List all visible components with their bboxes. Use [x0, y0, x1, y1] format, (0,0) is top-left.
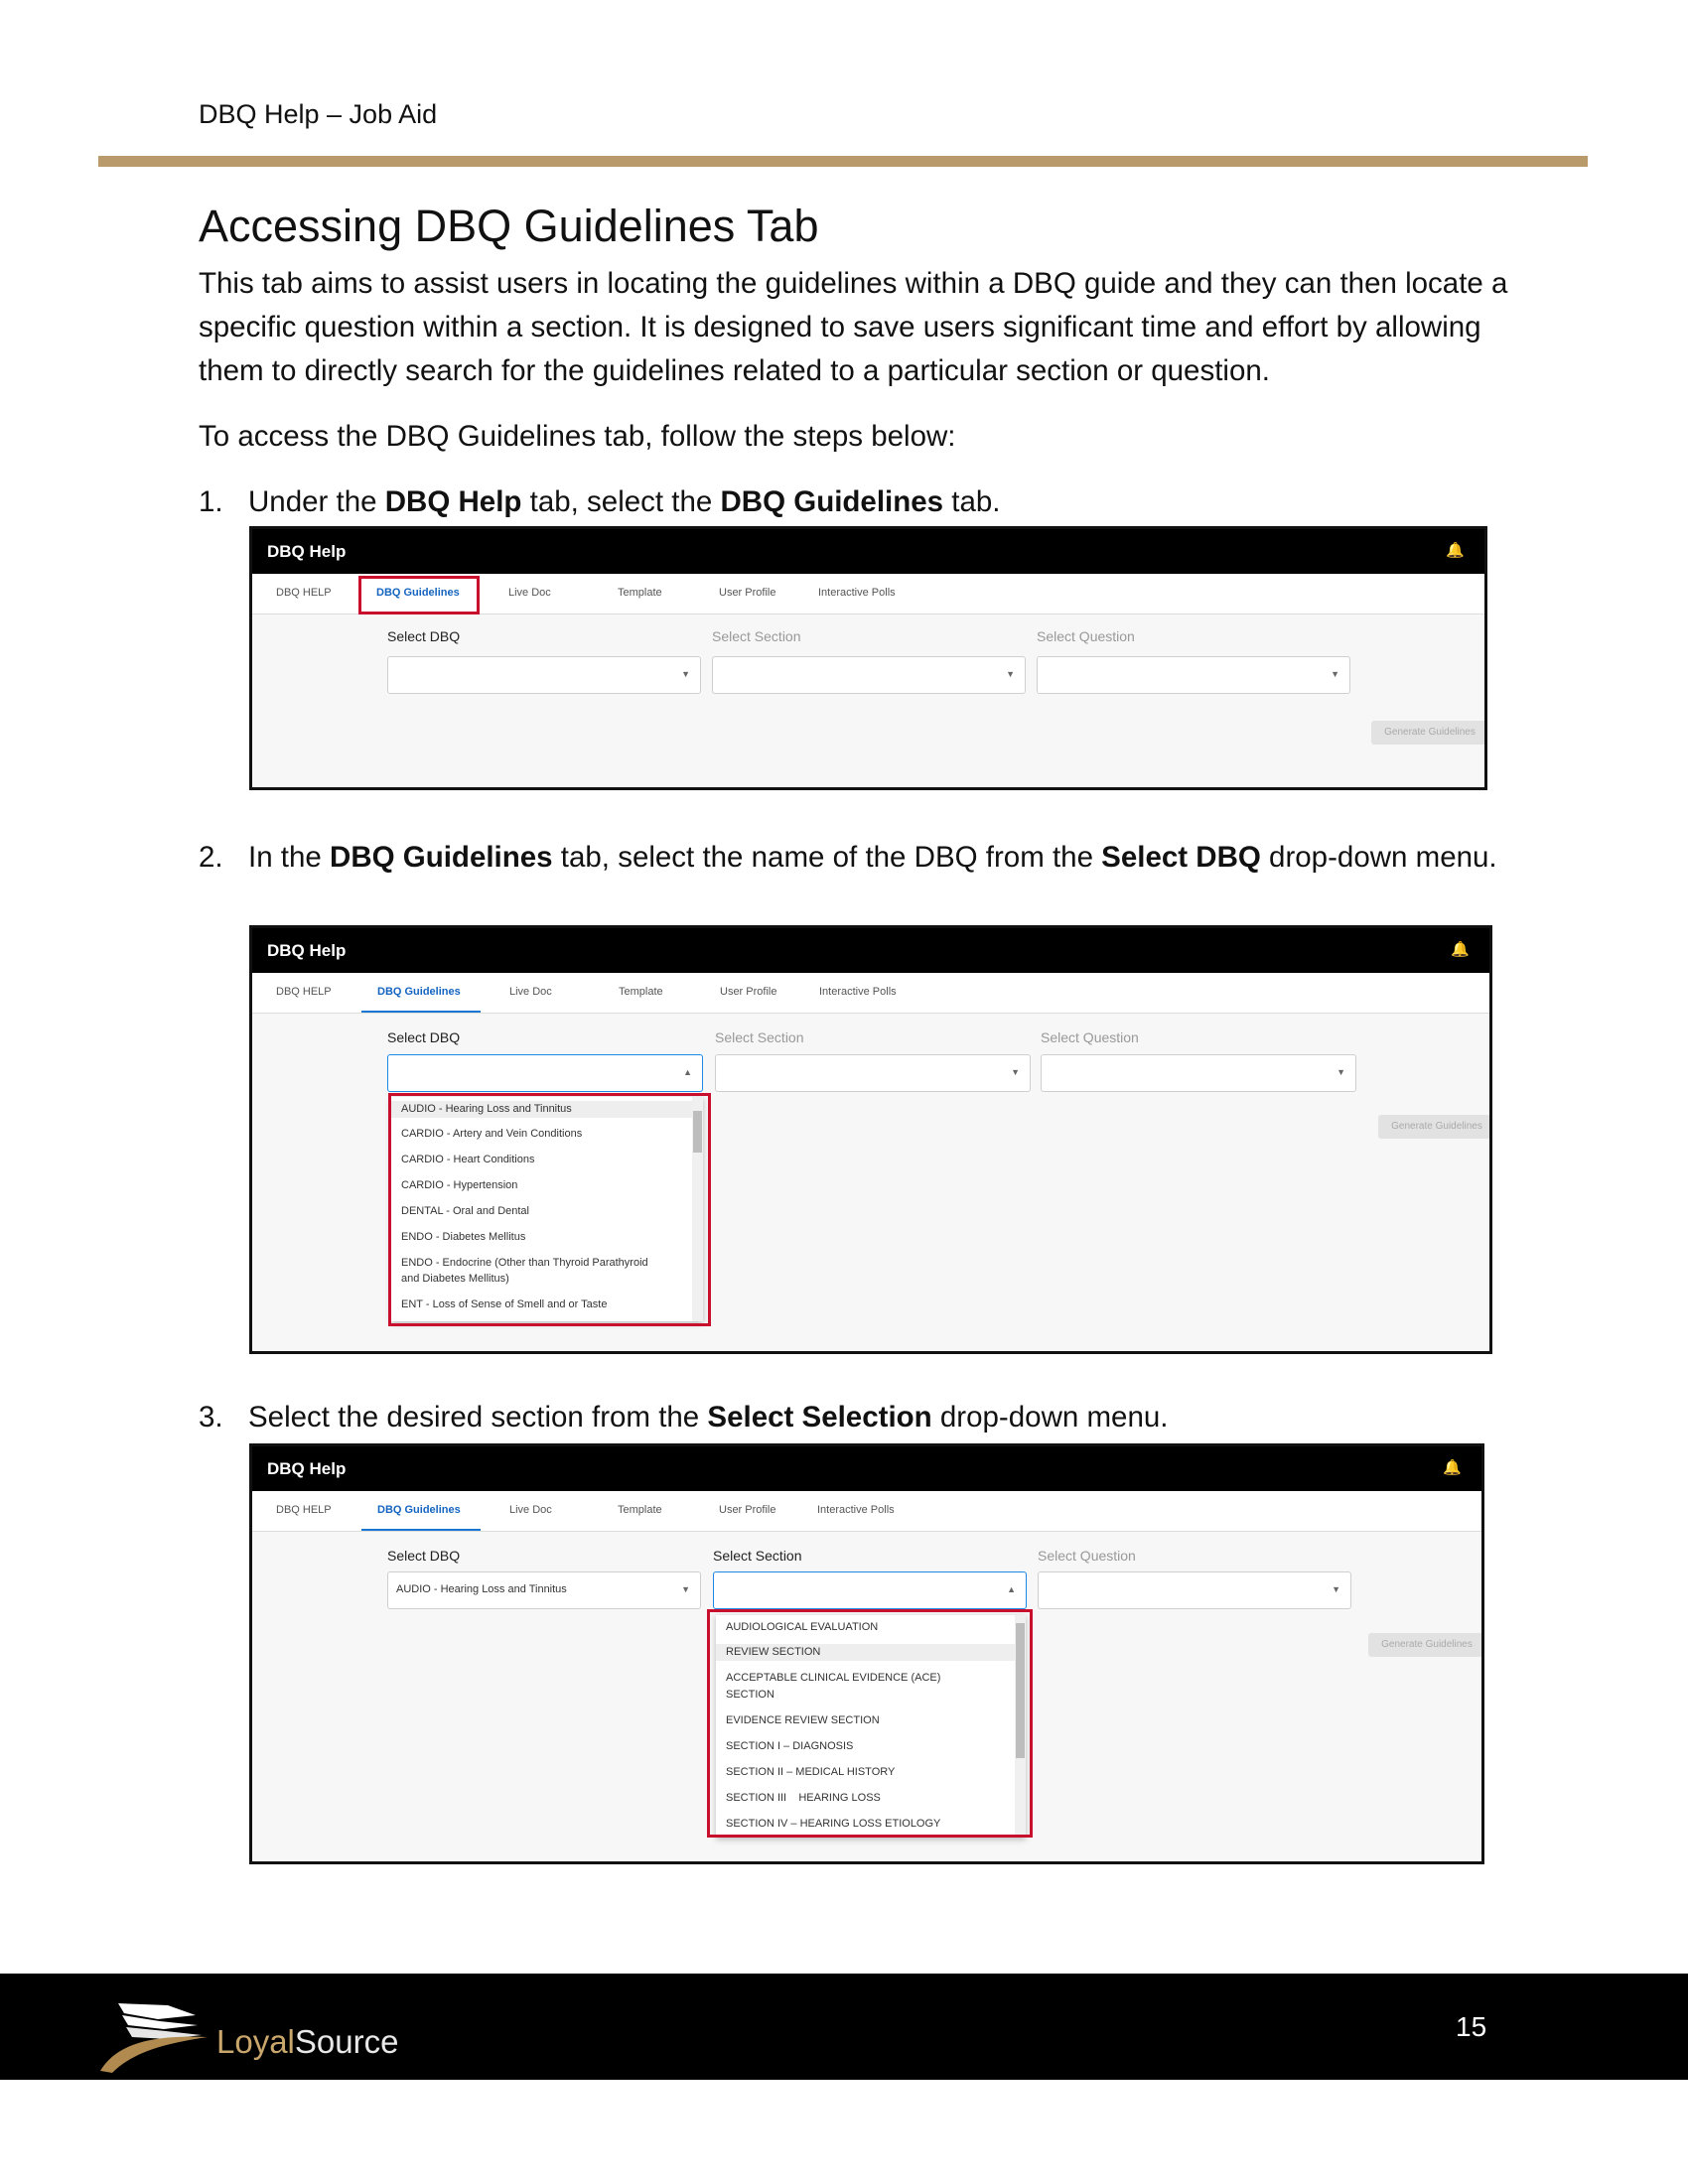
select-section-label: Select Section	[712, 628, 801, 644]
dbq-option[interactable]: DENTAL - Oral and Dental	[401, 1205, 529, 1217]
tab-dbq-help[interactable]: DBQ HELP	[276, 587, 332, 599]
highlight-box	[707, 1609, 1033, 1838]
active-tab-indicator	[361, 1011, 481, 1013]
app-bar	[252, 1446, 1481, 1491]
step-number: 2.	[199, 841, 223, 874]
active-tab-indicator	[361, 1529, 481, 1531]
select-question-dropdown[interactable]	[1041, 1054, 1356, 1092]
section-option[interactable]: SECTION IV – HEARING LOSS ETIOLOGY	[726, 1818, 941, 1830]
generate-guidelines-button[interactable]: Generate Guidelines	[1368, 1633, 1484, 1657]
dbq-option[interactable]: CARDIO - Hypertension	[401, 1179, 518, 1191]
select-section-label: Select Section	[715, 1029, 804, 1045]
tab-interactive-polls[interactable]: Interactive Polls	[818, 587, 896, 599]
select-dbq-label: Select DBQ	[387, 1029, 461, 1045]
highlight-box	[388, 1093, 711, 1326]
brand-wordmark: LoyalSource	[216, 2023, 399, 2060]
tab-bar	[252, 1491, 1481, 1532]
caret-up-icon: ▲	[1007, 1584, 1016, 1594]
loyalsource-logo-icon	[98, 2001, 210, 2073]
caret-down-icon: ▼	[1006, 669, 1015, 679]
caret-down-icon: ▼	[681, 1584, 690, 1594]
highlight-box	[358, 576, 480, 614]
section-option[interactable]: SECTION III HEARING LOSS	[726, 1792, 881, 1804]
dbq-option[interactable]: AUDIO - Hearing Loss and Tinnitus	[391, 1101, 702, 1118]
dbq-option[interactable]: CARDIO - Heart Conditions	[401, 1154, 535, 1165]
header-rule	[98, 156, 1588, 167]
step-number: 1.	[199, 485, 223, 518]
select-section-label: Select Section	[713, 1548, 802, 1564]
tab-dbq-help[interactable]: DBQ HELP	[276, 986, 332, 998]
tab-interactive-polls[interactable]: Interactive Polls	[819, 986, 897, 998]
screenshot-2	[249, 925, 1492, 1354]
tab-live-doc[interactable]: Live Doc	[509, 986, 552, 998]
app-title: DBQ Help	[267, 542, 347, 561]
tab-dbq-guidelines[interactable]: DBQ Guidelines	[377, 1504, 461, 1516]
tab-dbq-guidelines[interactable]: DBQ Guidelines	[377, 986, 461, 998]
select-dbq-label: Select DBQ	[387, 628, 461, 644]
tab-template[interactable]: Template	[618, 587, 662, 599]
tab-live-doc[interactable]: Live Doc	[508, 587, 551, 599]
select-section-dropdown[interactable]	[713, 1571, 1027, 1609]
caret-down-icon: ▼	[1331, 669, 1339, 679]
page-number: 15	[1456, 2011, 1487, 2042]
app-bar	[252, 529, 1484, 574]
dbq-option[interactable]: ENDO - Diabetes Mellitus	[401, 1231, 526, 1243]
select-dbq-dropdown[interactable]	[387, 1571, 701, 1609]
app-title: DBQ Help	[267, 1459, 347, 1478]
select-question-label: Select Question	[1037, 628, 1135, 644]
section-option[interactable]: SECTION II – MEDICAL HISTORY	[726, 1766, 896, 1778]
tab-interactive-polls[interactable]: Interactive Polls	[817, 1504, 895, 1516]
section-option[interactable]: AUDIOLOGICAL EVALUATION	[726, 1621, 879, 1633]
tab-user-profile[interactable]: User Profile	[719, 587, 776, 599]
caret-down-icon: ▼	[1011, 1067, 1020, 1077]
dbq-option-cont: and Diabetes Mellitus)	[401, 1273, 509, 1285]
step-number: 3.	[199, 1401, 223, 1433]
select-question-label: Select Question	[1038, 1548, 1136, 1564]
lead-in: To access the DBQ Guidelines tab, follow the steps below:	[199, 420, 956, 453]
section-option[interactable]: REVIEW SECTION	[716, 1644, 1025, 1661]
tab-user-profile[interactable]: User Profile	[720, 986, 777, 998]
select-section-dropdown[interactable]	[712, 656, 1026, 694]
dbq-option[interactable]: ENDO - Endocrine (Other than Thyroid Parathyroid	[401, 1257, 648, 1269]
generate-guidelines-button[interactable]: Generate Guidelines	[1371, 721, 1487, 745]
caret-down-icon: ▼	[1332, 1584, 1340, 1594]
selected-dbq-value: AUDIO - Hearing Loss and Tinnitus	[396, 1583, 567, 1595]
dbq-option[interactable]: ENT - Loss of Sense of Smell and or Taste	[401, 1298, 608, 1310]
tab-bar	[252, 973, 1489, 1014]
document-header: DBQ Help – Job Aid	[199, 99, 438, 129]
tab-dbq-guidelines[interactable]: DBQ Guidelines	[376, 587, 460, 599]
caret-down-icon: ▼	[681, 669, 690, 679]
screenshot-1	[249, 526, 1487, 790]
section-option[interactable]: SECTION I – DIAGNOSIS	[726, 1740, 854, 1752]
screenshot-3	[249, 1443, 1484, 1864]
section-option[interactable]: ACCEPTABLE CLINICAL EVIDENCE (ACE)	[726, 1672, 941, 1684]
generate-guidelines-button[interactable]: Generate Guidelines	[1378, 1115, 1492, 1139]
select-dbq-label: Select DBQ	[387, 1548, 461, 1564]
section-option[interactable]: EVIDENCE REVIEW SECTION	[726, 1714, 880, 1726]
select-question-dropdown[interactable]	[1037, 656, 1350, 694]
tab-live-doc[interactable]: Live Doc	[509, 1504, 552, 1516]
select-question-dropdown[interactable]	[1038, 1571, 1351, 1609]
bell-icon[interactable]: 🔔	[1451, 941, 1470, 958]
select-question-label: Select Question	[1041, 1029, 1139, 1045]
section-option-cont: SECTION	[726, 1689, 774, 1701]
app-title: DBQ Help	[267, 941, 347, 960]
tab-template[interactable]: Template	[619, 986, 663, 998]
select-section-dropdown[interactable]	[715, 1054, 1031, 1092]
tab-template[interactable]: Template	[618, 1504, 662, 1516]
tab-user-profile[interactable]: User Profile	[719, 1504, 776, 1516]
select-dbq-dropdown[interactable]	[387, 1054, 703, 1092]
bell-icon[interactable]: 🔔	[1446, 542, 1465, 559]
bell-icon[interactable]: 🔔	[1443, 1459, 1462, 1476]
guidelines-form	[252, 614, 1484, 787]
select-dbq-dropdown[interactable]	[387, 656, 701, 694]
dbq-option[interactable]: CARDIO - Artery and Vein Conditions	[401, 1128, 583, 1140]
caret-down-icon: ▼	[1336, 1067, 1345, 1077]
app-bar	[252, 928, 1489, 973]
tab-dbq-help[interactable]: DBQ HELP	[276, 1504, 332, 1516]
intro-paragraph: This tab aims to assist users in locating the guidelines within a DBQ guide and they can then locate a specific question within a section. It is designed to save users significant time and effort by allowing them to directly search for the guidelines related to a particular section or question.	[199, 267, 1508, 387]
section-title: Accessing DBQ Guidelines Tab	[199, 201, 819, 251]
footer-bar	[0, 1974, 1688, 2080]
caret-up-icon: ▲	[683, 1067, 692, 1077]
